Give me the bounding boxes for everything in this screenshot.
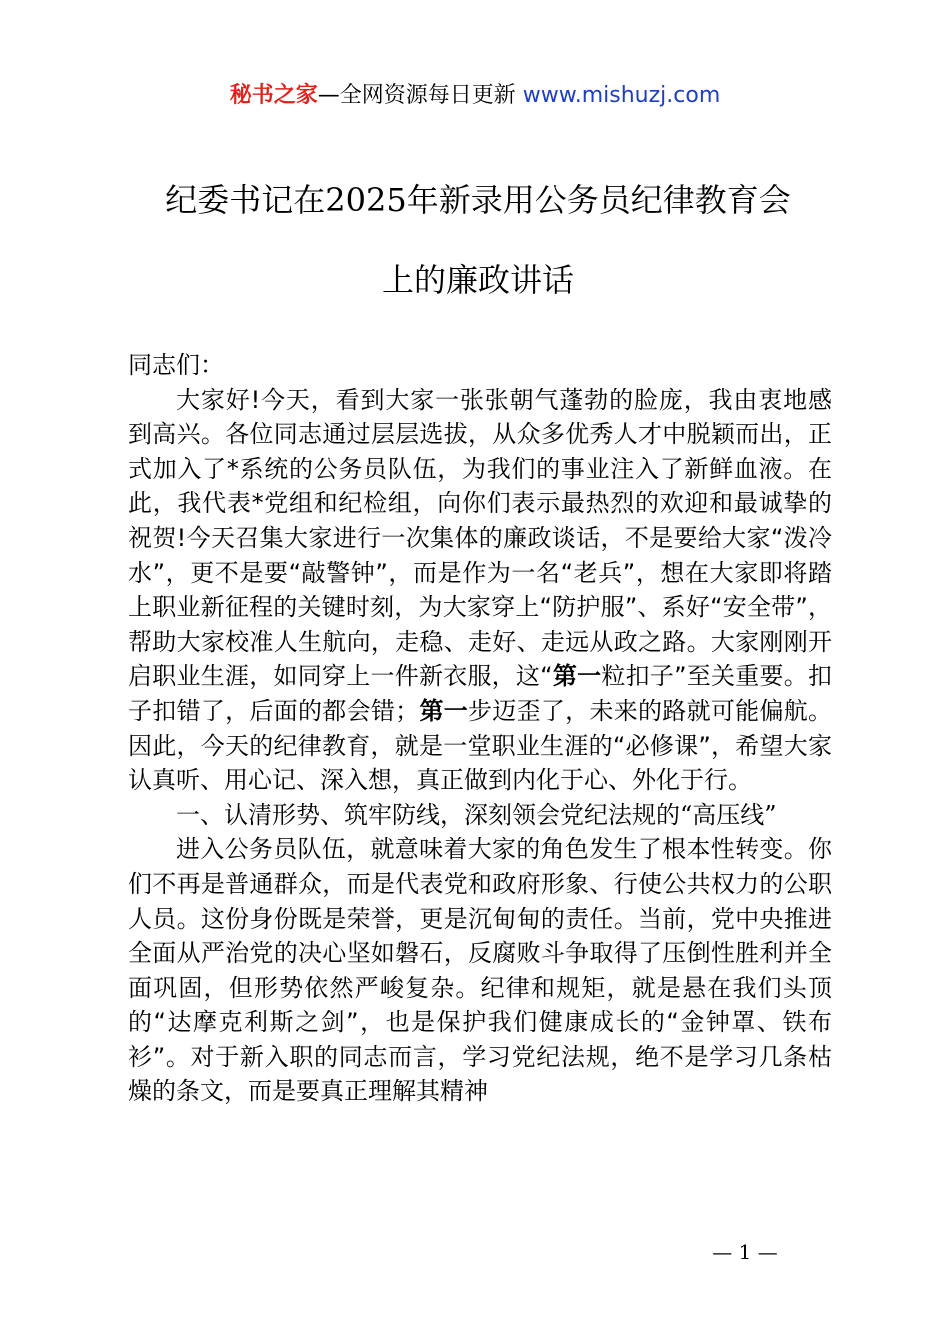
paragraph-1-part-a: 大家好!今天，看到大家一张张朝气蓬勃的脸庞，我由衷地感到高兴。各位同志通过层层选拔，从众多优秀人才中脱颖而出，正式加入了*系统的公务员队伍，为我们的事业注入了新鲜血液。在此，我代表*党组和纪检组，向你们表示最热烈的欢迎和最诚挚的祝贺!今天召集大家进行一次集体的廉政谈话，不是要给大家“泼冷水”，更不是要“敲警钟”，而是作为一名“老兵”，想在大家即将踏上职业新征程的关键时刻，为大家穿上“防护服”、系好“安全带”，帮助大家校准人生航向，走稳、走好、走远从政之路。大家刚刚开启职业生涯，如同穿上一件新衣服，这“: [128, 385, 832, 691]
title-line-2: 上的廉政讲话: [381, 261, 574, 299]
site-url-link[interactable]: www.mishuzj.com: [522, 83, 721, 108]
bold-first-1: 第一: [552, 662, 602, 691]
paragraph-1: [128, 383, 832, 798]
bold-first-2: 第一: [419, 696, 469, 725]
document-body: [128, 348, 832, 1109]
brand-name: 秘书之家: [229, 83, 318, 108]
paragraph-1-part-c: 步迈歪了，未来的路就可能偏航。因此，今天的纪律教育，就是一堂职业生涯的“必修课”，希望大家认真听、用心记、深入想，真正做到内化于心、外化于行。: [128, 696, 833, 795]
section-heading-1: 一、认清形势、筑牢防线，深刻领会党纪法规的“高压线”: [176, 800, 777, 829]
salutation: 同志们：: [128, 351, 224, 379]
header-tagline: —全网资源每日更新: [317, 83, 523, 108]
paragraph-2: 进入公务员队伍，就意味着大家的角色发生了根本性转变。你们不再是普通群众，而是代表党和政府形象、行使公共权力的公职人员。这份身份既是荣誉，更是沉甸甸的责任。当前，党中央推进全面从严治党的决心坚如磐石，反腐败斗争取得了压倒性胜利并全面巩固，但形势依然严峻复杂。纪律和规矩，就是悬在我们头顶的“达摩克利斯之剑”，也是保护我们健康成长的“金钟罩、铁布衫”。对于新入职的同志而言，学习党纪法规，绝不是学习几条枯燥的条文，而是要真正理解其精神: [128, 835, 832, 1106]
title-line-1: 纪委书记在2025年新录用公务员纪律教育会: [165, 181, 791, 219]
page-number: — 1 —: [712, 1240, 778, 1264]
paragraph-1-part-b: 粒扣子”至关重要。扣子扣错了，后面的都会错；: [128, 662, 833, 725]
site-header: [0, 80, 950, 112]
document-title: [128, 160, 828, 320]
